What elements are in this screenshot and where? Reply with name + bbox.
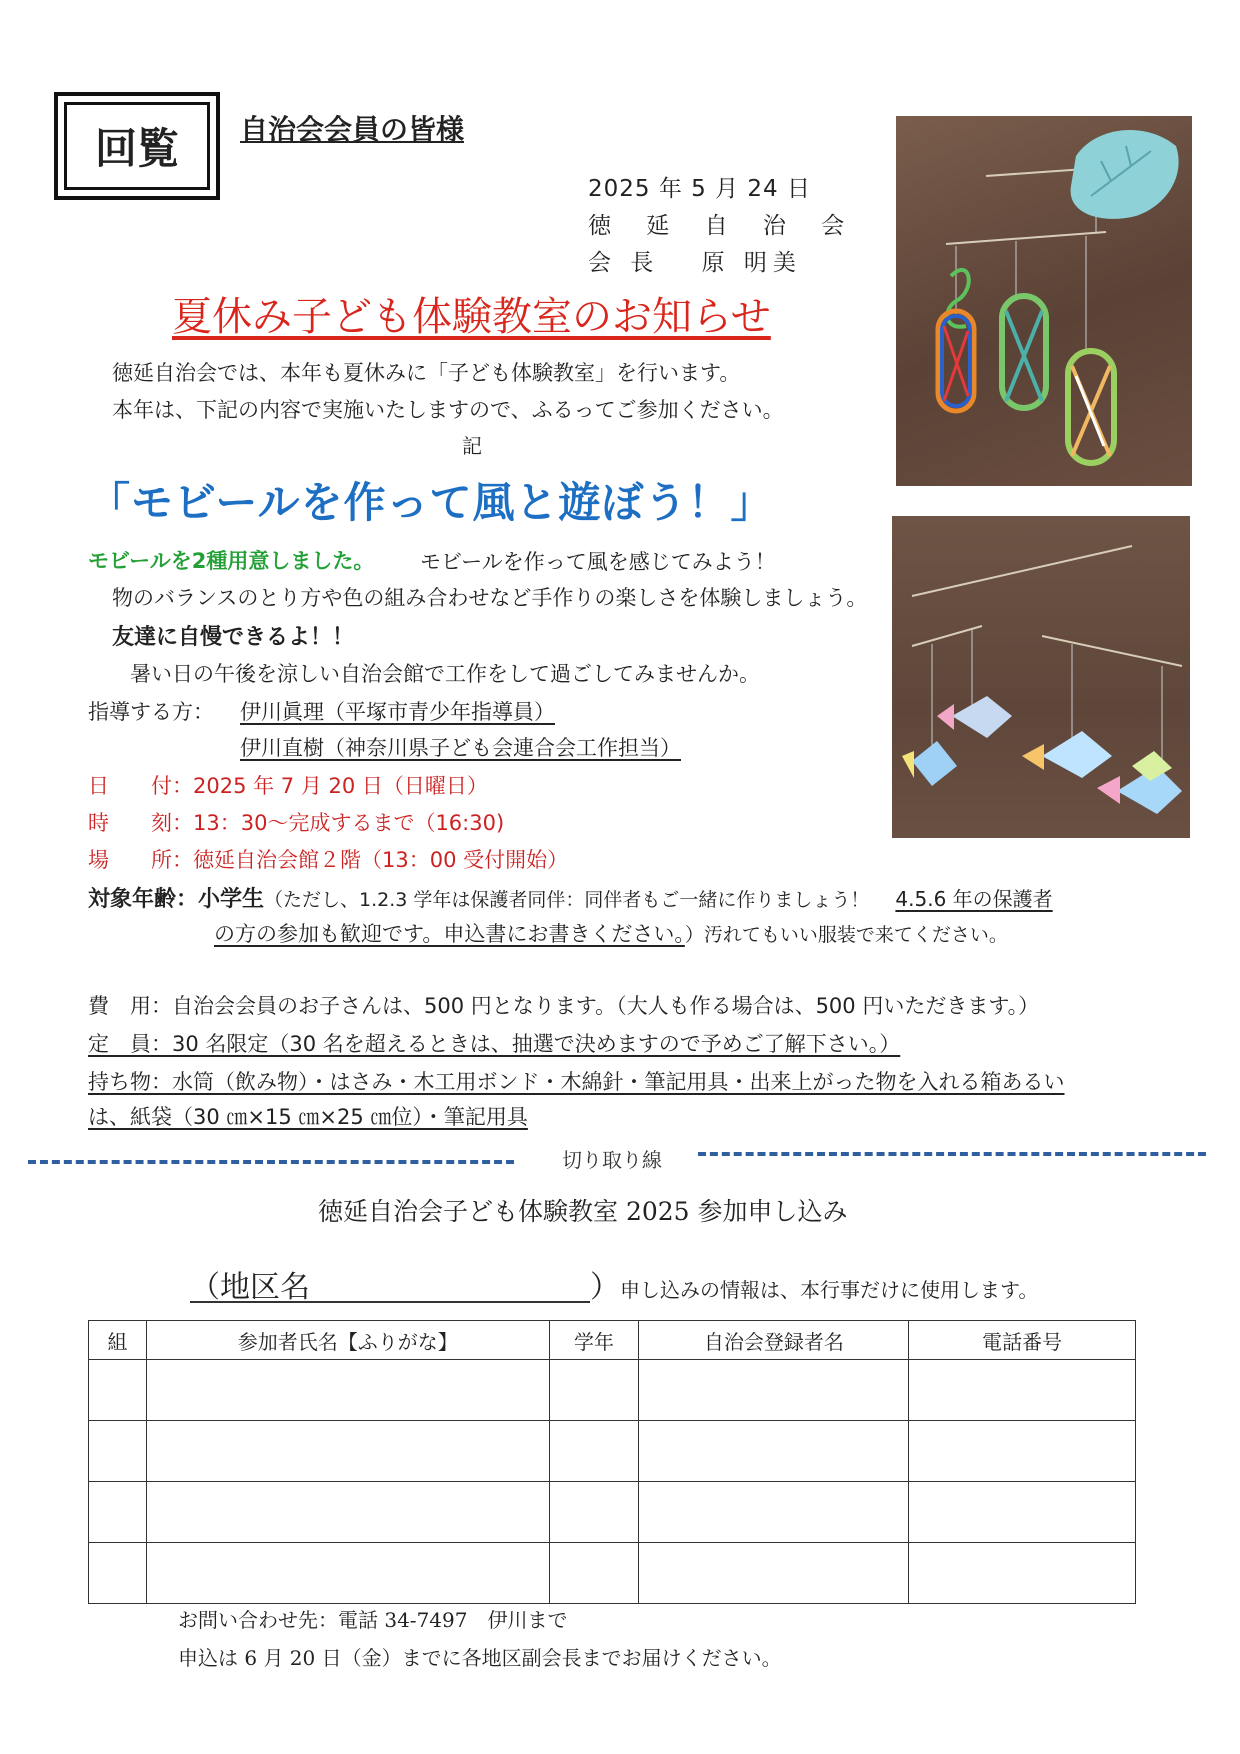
addressee: 自治会会員の皆様 (240, 113, 465, 146)
cell-grade[interactable] (549, 1482, 639, 1543)
balance-text: 物のバランスのとり方や色の組み合わせなど手作りの楽しさを体験しましょう。 (112, 586, 868, 610)
event-date: 日 付：2025 年 7 月 20 日（日曜日） (88, 774, 488, 798)
table-row (89, 1421, 1136, 1482)
district-input[interactable] (230, 1266, 580, 1300)
col-group: 組 (89, 1321, 147, 1360)
ki-mark: 記 (462, 434, 482, 458)
target-age-line (88, 882, 1053, 913)
circulation-label: 回覧 (64, 102, 210, 190)
clothes-note: ）汚れてもいい服装で来てください。 (684, 924, 1008, 946)
cut-line-left (28, 1160, 514, 1164)
photo-fish-mobile (892, 516, 1190, 838)
event-place: 場 所：徳延自治会館２階（13：00 受付開始） (88, 848, 569, 872)
cell-name[interactable] (146, 1421, 549, 1482)
col-registrant: 自治会登録者名 (639, 1321, 909, 1360)
cut-line-right (698, 1152, 1206, 1156)
feel-wind-text: モビールを作って風を感じてみよう！ (420, 550, 776, 574)
cell-group[interactable] (89, 1360, 147, 1421)
table-row (89, 1360, 1136, 1421)
cell-group[interactable] (89, 1482, 147, 1543)
contact-line: お問い合わせ先：電話 34-7497 伊川まで (178, 1608, 568, 1632)
target-age-label: 対象年齢：小学生 (88, 887, 265, 912)
president: 会 長 原 明美 (588, 250, 802, 276)
afternoon-text: 暑い日の午後を涼しい自治会館で工作をして過ごしてみませんか。 (130, 662, 760, 686)
two-types-note: モビールを2種用意しました。 (88, 549, 375, 573)
circulation-box (54, 92, 220, 200)
district-close: ） (590, 1270, 620, 1305)
cell-grade[interactable] (549, 1421, 639, 1482)
cell-grade[interactable] (549, 1543, 639, 1604)
organization: 徳 延 自 治 会 (588, 213, 859, 239)
deadline-line: 申込は 6 月 20 日（金）までに各地区副会長までお届けください。 (178, 1646, 782, 1670)
cut-line-label: 切り取り線 (562, 1148, 662, 1172)
event-time: 時 刻：13：30～完成するまで（16:30) (88, 811, 505, 835)
col-participant-name: 参加者氏名【ふりがな】 (146, 1321, 549, 1360)
issue-date: 2025 年 5 月 24 日 (588, 176, 811, 202)
district-underline (190, 1301, 590, 1303)
target-age-line-2 (214, 918, 1008, 948)
district-label: （地区名 (190, 1270, 310, 1305)
instructor-label: 指導する方： (88, 700, 214, 724)
cell-phone[interactable] (909, 1360, 1136, 1421)
items-line-1: 持ち物：水筒（飲み物）・はさみ・木工用ボンド・木綿針・筆記用具・出来上がった物を入れる箱あるい (88, 1070, 1065, 1094)
cell-group[interactable] (89, 1421, 147, 1482)
cell-group[interactable] (89, 1543, 147, 1604)
fish-mobile-image (892, 516, 1190, 838)
headline: 「モビールを作って風と遊ぼう！」 (88, 478, 774, 527)
capacity-line: 定 員：30 名限定（30 名を超えるときは、抽選で決めますので予めご了解下さい。） (88, 1032, 901, 1056)
cell-name[interactable] (146, 1360, 549, 1421)
target-age-note: （ただし、1.2.3 学年は保護者同伴：同伴者もご一緒に作りましょう！ (264, 889, 870, 911)
strip-mobile-image (896, 116, 1192, 486)
cell-registrant[interactable] (639, 1360, 909, 1421)
application-table (88, 1320, 1136, 1604)
col-grade: 学年 (549, 1321, 639, 1360)
cell-phone[interactable] (909, 1482, 1136, 1543)
target-age-parents-2: の方の参加も歓迎です。申込書にお書きください。 (214, 922, 685, 946)
instructor-2: 伊川直樹（神奈川県子ども会連合会工作担当） (240, 736, 681, 760)
cell-phone[interactable] (909, 1421, 1136, 1482)
intro-line-1: 徳延自治会では、本年も夏休みに「子ども体験教室」を行います。 (112, 361, 741, 385)
instructor-1: 伊川眞理（平塚市青少年指導員） (240, 700, 555, 724)
table-row (89, 1482, 1136, 1543)
table-header-row (89, 1321, 1136, 1360)
cell-grade[interactable] (549, 1360, 639, 1421)
brag-text: 友達に自慢できるよ！！ (112, 625, 355, 650)
photo-strip-mobile (896, 116, 1192, 486)
form-title: 徳延自治会子ども体験教室 2025 参加申し込み (318, 1197, 848, 1226)
cell-phone[interactable] (909, 1543, 1136, 1604)
col-phone: 電話番号 (909, 1321, 1136, 1360)
cell-name[interactable] (146, 1482, 549, 1543)
table-row (89, 1543, 1136, 1604)
intro-line-2: 本年は、下記の内容で実施いたしますので、ふるってご参加ください。 (112, 398, 784, 422)
target-age-parents: 4.5.6 年の保護者 (895, 887, 1053, 911)
fee-line: 費 用：自治会会員のお子さんは、500 円となります。（大人も作る場合は、500 円いただきます。） (88, 994, 1040, 1018)
cell-registrant[interactable] (639, 1482, 909, 1543)
items-line-2: は、紙袋（30 ㎝×15 ㎝×25 ㎝位）・筆記用具 (88, 1105, 528, 1129)
privacy-note: 申し込みの情報は、本行事だけに使用します。 (620, 1278, 1039, 1302)
cell-registrant[interactable] (639, 1421, 909, 1482)
cell-registrant[interactable] (639, 1543, 909, 1604)
cell-name[interactable] (146, 1543, 549, 1604)
page-title: 夏休み子ども体験教室のお知らせ (172, 294, 771, 340)
